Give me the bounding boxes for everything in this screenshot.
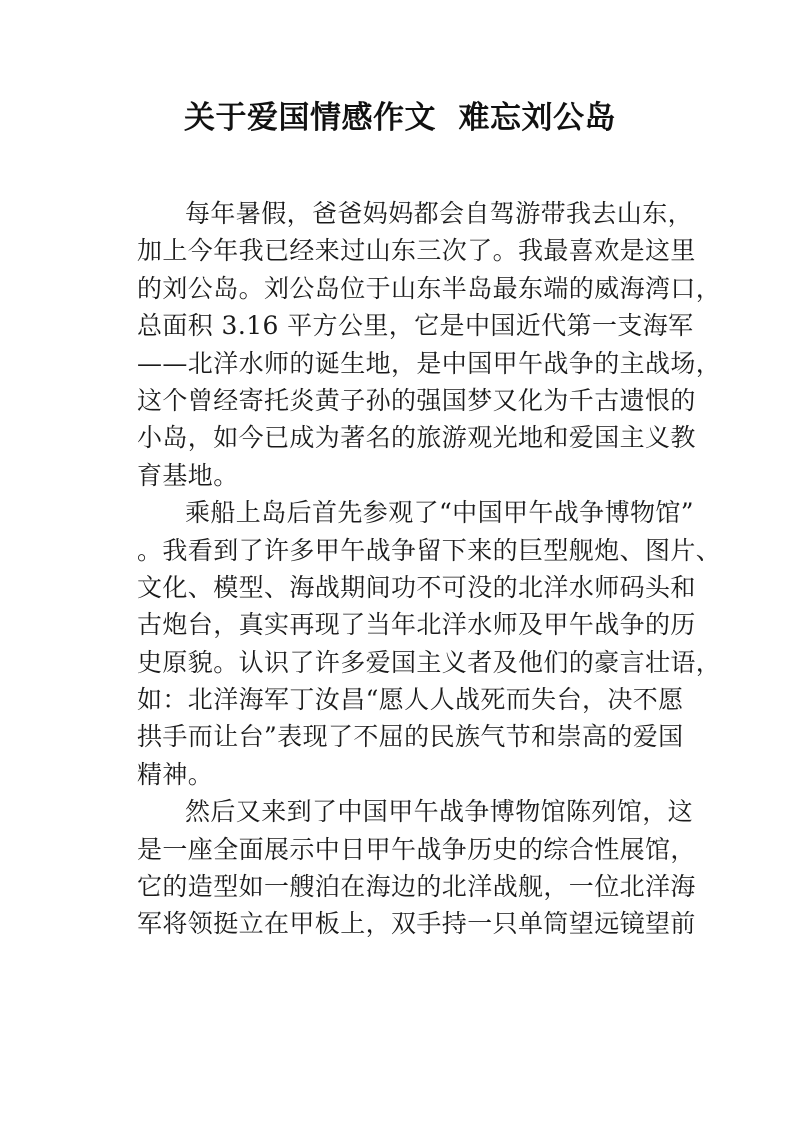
paragraph-2-line-4: 古炮台，真实再现了当年北洋水师及甲午战争的历 <box>137 610 696 640</box>
paragraph-3-line-3: 它的造型如一艘泊在海边的北洋战舰，一位北洋海 <box>137 872 696 902</box>
paragraph-2-line-6: 如：北洋海军丁汝昌“愿人人战死而失台，决不愿 <box>137 685 684 715</box>
paragraph-1-line-7: 小岛，如今已成为著名的旅游观光地和爱国主义教 <box>137 423 696 453</box>
paragraph-1-line-2: 加上今年我已经来过山东三次了。我最喜欢是这里 <box>137 236 696 266</box>
paragraph-2-line-8: 精神。 <box>137 759 214 789</box>
document-title: 关于爱国情感作文 难忘刘公岛 <box>183 100 617 136</box>
paragraph-1-line-8: 育基地。 <box>137 460 239 490</box>
paragraph-2-line-7: 拱手而让台”表现了不屈的民族气节和崇高的爱国 <box>137 722 684 752</box>
paragraph-2-line-1: 乘船上岛后首先参观了“中国甲午战争博物馆” <box>185 498 694 528</box>
paragraph-1-line-6: 这个曾经寄托炎黄子孙的强国梦又化为千古遗恨的 <box>137 385 696 415</box>
paragraph-2-line-2: 。我看到了许多甲午战争留下来的巨型舰炮、图片、 <box>137 535 722 565</box>
paragraph-2-line-3: 文化、模型、海战期间功不可没的北洋水师码头和 <box>137 572 696 602</box>
essay-body <box>137 195 722 943</box>
paragraph-1-line-5: ——北洋水师的诞生地，是中国甲午战争的主战场， <box>137 348 722 378</box>
paragraph-1-line-1: 每年暑假，爸爸妈妈都会自驾游带我去山东， <box>185 199 694 228</box>
paragraph-3-line-2: 是一座全面展示中日甲午战争历史的综合性展馆， <box>137 834 696 864</box>
paragraph-1-line-4: 总面积 3.16 平方公里，它是中国近代第一支海军 <box>137 311 694 341</box>
paragraph-3-line-4: 军将领挺立在甲板上，双手持一只单筒望远镜望前 <box>137 909 696 939</box>
paragraph-1-line-3: 的刘公岛。刘公岛位于山东半岛最东端的威海湾口， <box>137 273 722 303</box>
paragraph-2-line-5: 史原貌。认识了许多爱国主义者及他们的豪言壮语， <box>137 647 722 677</box>
paragraph-3-line-1: 然后又来到了中国甲午战争博物馆陈列馆，这 <box>185 797 694 827</box>
